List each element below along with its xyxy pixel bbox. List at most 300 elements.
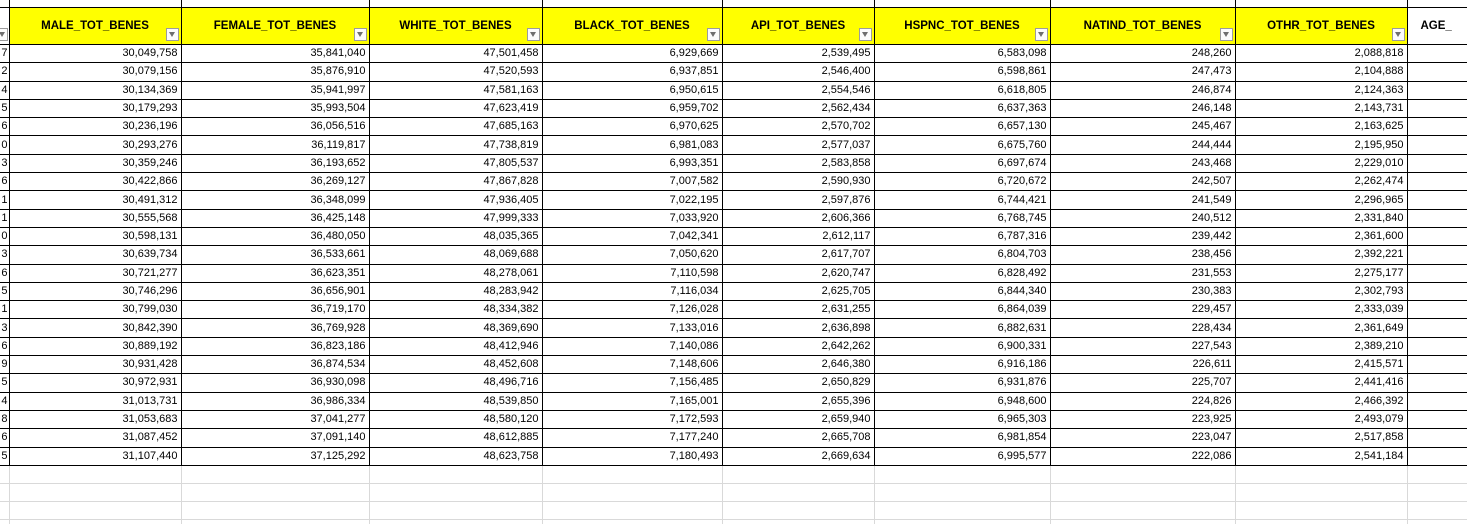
cell-age[interactable]	[1407, 282, 1467, 300]
column-header-black[interactable]	[542, 8, 722, 45]
cell-black[interactable]: 6,993,351	[542, 154, 722, 172]
column-header-hspnc[interactable]	[874, 8, 1050, 45]
cell-api[interactable]: 2,570,702	[722, 118, 874, 136]
cell-othr[interactable]: 2,361,649	[1235, 319, 1407, 337]
cell-male[interactable]: 30,236,196	[9, 118, 181, 136]
empty-cell[interactable]	[1050, 501, 1235, 519]
cell-female[interactable]: 36,119,817	[181, 136, 369, 154]
cell-hspnc[interactable]: 6,720,672	[874, 173, 1050, 191]
cell-natind[interactable]: 223,925	[1050, 410, 1235, 428]
cell-api[interactable]: 2,642,262	[722, 337, 874, 355]
cell-male[interactable]: 31,087,452	[9, 429, 181, 447]
cell-male[interactable]: 30,049,758	[9, 45, 181, 63]
cell-female[interactable]: 35,941,997	[181, 81, 369, 99]
cell-age[interactable]	[1407, 337, 1467, 355]
cell-natind[interactable]: 231,553	[1050, 264, 1235, 282]
cell-age[interactable]	[1407, 118, 1467, 136]
cell-hspnc[interactable]: 6,864,039	[874, 301, 1050, 319]
empty-cell[interactable]	[9, 465, 181, 483]
cell-white[interactable]: 47,520,593	[369, 63, 542, 81]
cell-hspnc[interactable]: 6,804,703	[874, 246, 1050, 264]
cell-api[interactable]: 2,665,708	[722, 429, 874, 447]
cell-natind[interactable]: 246,874	[1050, 81, 1235, 99]
cell-white[interactable]: 48,069,688	[369, 246, 542, 264]
cell-hspnc[interactable]: 6,657,130	[874, 118, 1050, 136]
cell-othr[interactable]: 2,302,793	[1235, 282, 1407, 300]
cell-female[interactable]: 36,719,170	[181, 301, 369, 319]
cell-api[interactable]: 2,617,707	[722, 246, 874, 264]
cell-left_clip[interactable]: 8	[0, 410, 9, 428]
cell-hspnc[interactable]: 6,882,631	[874, 319, 1050, 337]
cell-female[interactable]: 36,480,050	[181, 227, 369, 245]
cell-female[interactable]: 36,425,148	[181, 209, 369, 227]
cell-left_clip[interactable]: 0	[0, 227, 9, 245]
cell-othr[interactable]: 2,296,965	[1235, 191, 1407, 209]
cell-left_clip[interactable]: 7	[0, 45, 9, 63]
empty-cell[interactable]	[1235, 483, 1407, 501]
cell-black[interactable]: 6,959,702	[542, 99, 722, 117]
cell-api[interactable]: 2,646,380	[722, 356, 874, 374]
cell-api[interactable]: 2,612,117	[722, 227, 874, 245]
cell-api[interactable]: 2,562,434	[722, 99, 874, 117]
cell-left_clip[interactable]: 5	[0, 282, 9, 300]
column-header-male[interactable]	[9, 8, 181, 45]
cell-left_clip[interactable]: 3	[0, 246, 9, 264]
cell-api[interactable]: 2,539,495	[722, 45, 874, 63]
cell-age[interactable]	[1407, 301, 1467, 319]
cell-white[interactable]: 47,685,163	[369, 118, 542, 136]
filter-dropdown-button[interactable]	[527, 28, 540, 41]
cell-male[interactable]: 31,013,731	[9, 392, 181, 410]
column-header-white[interactable]	[369, 8, 542, 45]
empty-cell[interactable]	[181, 483, 369, 501]
cell-white[interactable]: 47,623,419	[369, 99, 542, 117]
empty-cell[interactable]	[369, 519, 542, 524]
cell-age[interactable]	[1407, 81, 1467, 99]
filter-dropdown-button[interactable]	[1392, 28, 1405, 41]
cell-male[interactable]: 30,639,734	[9, 246, 181, 264]
cell-othr[interactable]: 2,466,392	[1235, 392, 1407, 410]
cell-male[interactable]: 30,491,312	[9, 191, 181, 209]
column-header-natind[interactable]	[1050, 8, 1235, 45]
cell-black[interactable]: 6,929,669	[542, 45, 722, 63]
cell-natind[interactable]: 239,442	[1050, 227, 1235, 245]
cell-othr[interactable]: 2,331,840	[1235, 209, 1407, 227]
cell-male[interactable]: 31,107,440	[9, 447, 181, 465]
cell-api[interactable]: 2,606,366	[722, 209, 874, 227]
cell-othr[interactable]: 2,415,571	[1235, 356, 1407, 374]
cell-left_clip[interactable]: 6	[0, 264, 9, 282]
filter-dropdown-button[interactable]	[859, 28, 872, 41]
cell-hspnc[interactable]: 6,900,331	[874, 337, 1050, 355]
cell-left_clip[interactable]: 3	[0, 154, 9, 172]
cell-male[interactable]: 30,422,866	[9, 173, 181, 191]
cell-natind[interactable]: 222,086	[1050, 447, 1235, 465]
cell-black[interactable]: 7,180,493	[542, 447, 722, 465]
cell-hspnc[interactable]: 6,931,876	[874, 374, 1050, 392]
filter-dropdown-button[interactable]	[354, 28, 367, 41]
empty-cell[interactable]	[542, 483, 722, 501]
cell-white[interactable]: 48,283,942	[369, 282, 542, 300]
cell-left_clip[interactable]: 6	[0, 429, 9, 447]
cell-black[interactable]: 6,981,083	[542, 136, 722, 154]
cell-female[interactable]: 36,269,127	[181, 173, 369, 191]
empty-cell[interactable]	[369, 483, 542, 501]
empty-cell[interactable]	[369, 501, 542, 519]
cell-hspnc[interactable]: 6,916,186	[874, 356, 1050, 374]
cell-black[interactable]: 7,177,240	[542, 429, 722, 447]
column-header-age[interactable]	[1407, 8, 1467, 45]
cell-hspnc[interactable]: 6,744,421	[874, 191, 1050, 209]
cell-black[interactable]: 6,970,625	[542, 118, 722, 136]
cell-female[interactable]: 36,874,534	[181, 356, 369, 374]
cell-othr[interactable]: 2,333,039	[1235, 301, 1407, 319]
empty-cell[interactable]	[9, 519, 181, 524]
cell-white[interactable]: 48,035,365	[369, 227, 542, 245]
cell-api[interactable]: 2,631,255	[722, 301, 874, 319]
empty-cell[interactable]	[542, 501, 722, 519]
cell-othr[interactable]: 2,493,079	[1235, 410, 1407, 428]
cell-female[interactable]: 36,986,334	[181, 392, 369, 410]
cell-api[interactable]: 2,655,396	[722, 392, 874, 410]
cell-male[interactable]: 30,721,277	[9, 264, 181, 282]
empty-cell[interactable]	[722, 465, 874, 483]
cell-natind[interactable]: 248,260	[1050, 45, 1235, 63]
cell-female[interactable]: 36,656,901	[181, 282, 369, 300]
cell-hspnc[interactable]: 6,981,854	[874, 429, 1050, 447]
cell-left_clip[interactable]: 2	[0, 63, 9, 81]
cell-hspnc[interactable]: 6,948,600	[874, 392, 1050, 410]
cell-othr[interactable]: 2,143,731	[1235, 99, 1407, 117]
cell-natind[interactable]: 243,468	[1050, 154, 1235, 172]
clipped-cell[interactable]	[874, 0, 1050, 8]
filter-dropdown-button[interactable]	[1220, 28, 1233, 41]
cell-age[interactable]	[1407, 227, 1467, 245]
cell-othr[interactable]: 2,441,416	[1235, 374, 1407, 392]
clipped-cell[interactable]	[1235, 0, 1407, 8]
cell-female[interactable]: 35,993,504	[181, 99, 369, 117]
cell-male[interactable]: 30,293,276	[9, 136, 181, 154]
empty-cell[interactable]	[542, 519, 722, 524]
cell-black[interactable]: 7,050,620	[542, 246, 722, 264]
cell-black[interactable]: 7,110,598	[542, 264, 722, 282]
cell-male[interactable]: 31,053,683	[9, 410, 181, 428]
cell-left_clip[interactable]: 9	[0, 356, 9, 374]
cell-white[interactable]: 48,539,850	[369, 392, 542, 410]
empty-cell[interactable]	[1235, 465, 1407, 483]
cell-left_clip[interactable]: 4	[0, 392, 9, 410]
cell-api[interactable]: 2,583,858	[722, 154, 874, 172]
cell-api[interactable]: 2,625,705	[722, 282, 874, 300]
cell-black[interactable]: 6,950,615	[542, 81, 722, 99]
cell-white[interactable]: 48,496,716	[369, 374, 542, 392]
cell-othr[interactable]: 2,541,184	[1235, 447, 1407, 465]
empty-cell[interactable]	[1235, 519, 1407, 524]
cell-white[interactable]: 48,612,885	[369, 429, 542, 447]
cell-age[interactable]	[1407, 246, 1467, 264]
cell-white[interactable]: 48,278,061	[369, 264, 542, 282]
cell-hspnc[interactable]: 6,637,363	[874, 99, 1050, 117]
cell-hspnc[interactable]: 6,697,674	[874, 154, 1050, 172]
empty-cell[interactable]	[9, 483, 181, 501]
cell-api[interactable]: 2,590,930	[722, 173, 874, 191]
cell-black[interactable]: 7,140,086	[542, 337, 722, 355]
cell-age[interactable]	[1407, 392, 1467, 410]
empty-cell[interactable]	[1050, 519, 1235, 524]
empty-cell[interactable]	[0, 465, 9, 483]
cell-natind[interactable]: 238,456	[1050, 246, 1235, 264]
column-header-female[interactable]	[181, 8, 369, 45]
cell-age[interactable]	[1407, 191, 1467, 209]
cell-othr[interactable]: 2,392,221	[1235, 246, 1407, 264]
cell-white[interactable]: 48,452,608	[369, 356, 542, 374]
cell-othr[interactable]: 2,124,363	[1235, 81, 1407, 99]
clipped-cell[interactable]	[369, 0, 542, 8]
cell-hspnc[interactable]: 6,675,760	[874, 136, 1050, 154]
empty-cell[interactable]	[874, 519, 1050, 524]
clipped-cell[interactable]	[722, 0, 874, 8]
empty-cell[interactable]	[0, 483, 9, 501]
cell-female[interactable]: 35,876,910	[181, 63, 369, 81]
clipped-cell[interactable]	[542, 0, 722, 8]
cell-female[interactable]: 36,930,098	[181, 374, 369, 392]
empty-cell[interactable]	[874, 483, 1050, 501]
empty-cell[interactable]	[1407, 519, 1467, 524]
filter-dropdown-button[interactable]	[1035, 28, 1048, 41]
cell-hspnc[interactable]: 6,995,577	[874, 447, 1050, 465]
filter-dropdown-button[interactable]	[166, 28, 179, 41]
cell-male[interactable]: 30,079,156	[9, 63, 181, 81]
cell-othr[interactable]: 2,275,177	[1235, 264, 1407, 282]
cell-natind[interactable]: 246,148	[1050, 99, 1235, 117]
cell-hspnc[interactable]: 6,828,492	[874, 264, 1050, 282]
empty-cell[interactable]	[1050, 483, 1235, 501]
cell-white[interactable]: 48,369,690	[369, 319, 542, 337]
cell-left_clip[interactable]: 1	[0, 209, 9, 227]
empty-cell[interactable]	[722, 519, 874, 524]
cell-othr[interactable]: 2,195,950	[1235, 136, 1407, 154]
cell-white[interactable]: 48,334,382	[369, 301, 542, 319]
cell-othr[interactable]: 2,104,888	[1235, 63, 1407, 81]
cell-female[interactable]: 37,041,277	[181, 410, 369, 428]
cell-female[interactable]: 37,125,292	[181, 447, 369, 465]
cell-white[interactable]: 47,501,458	[369, 45, 542, 63]
cell-male[interactable]: 30,179,293	[9, 99, 181, 117]
empty-cell[interactable]	[1407, 501, 1467, 519]
cell-white[interactable]: 48,580,120	[369, 410, 542, 428]
cell-female[interactable]: 36,193,652	[181, 154, 369, 172]
cell-female[interactable]: 37,091,140	[181, 429, 369, 447]
cell-left_clip[interactable]: 6	[0, 173, 9, 191]
cell-api[interactable]: 2,577,037	[722, 136, 874, 154]
cell-hspnc[interactable]: 6,618,805	[874, 81, 1050, 99]
cell-natind[interactable]: 225,707	[1050, 374, 1235, 392]
cell-left_clip[interactable]: 0	[0, 136, 9, 154]
cell-female[interactable]: 36,823,186	[181, 337, 369, 355]
empty-cell[interactable]	[542, 465, 722, 483]
cell-left_clip[interactable]: 6	[0, 337, 9, 355]
cell-left_clip[interactable]: 5	[0, 374, 9, 392]
cell-age[interactable]	[1407, 173, 1467, 191]
cell-natind[interactable]: 227,543	[1050, 337, 1235, 355]
cell-black[interactable]: 7,042,341	[542, 227, 722, 245]
cell-female[interactable]: 36,769,928	[181, 319, 369, 337]
cell-othr[interactable]: 2,389,210	[1235, 337, 1407, 355]
cell-white[interactable]: 47,581,163	[369, 81, 542, 99]
cell-white[interactable]: 47,936,405	[369, 191, 542, 209]
cell-female[interactable]: 36,348,099	[181, 191, 369, 209]
cell-male[interactable]: 30,746,296	[9, 282, 181, 300]
cell-female[interactable]: 36,533,661	[181, 246, 369, 264]
cell-black[interactable]: 7,033,920	[542, 209, 722, 227]
cell-male[interactable]: 30,799,030	[9, 301, 181, 319]
cell-othr[interactable]: 2,163,625	[1235, 118, 1407, 136]
cell-male[interactable]: 30,555,568	[9, 209, 181, 227]
cell-white[interactable]: 48,412,946	[369, 337, 542, 355]
cell-age[interactable]	[1407, 410, 1467, 428]
cell-white[interactable]: 48,623,758	[369, 447, 542, 465]
cell-natind[interactable]: 226,611	[1050, 356, 1235, 374]
cell-natind[interactable]: 244,444	[1050, 136, 1235, 154]
cell-white[interactable]: 47,738,819	[369, 136, 542, 154]
cell-age[interactable]	[1407, 136, 1467, 154]
cell-api[interactable]: 2,554,546	[722, 81, 874, 99]
cell-natind[interactable]: 223,047	[1050, 429, 1235, 447]
cell-left_clip[interactable]: 5	[0, 447, 9, 465]
cell-black[interactable]: 7,165,001	[542, 392, 722, 410]
cell-age[interactable]	[1407, 45, 1467, 63]
cell-hspnc[interactable]: 6,787,316	[874, 227, 1050, 245]
cell-natind[interactable]: 224,826	[1050, 392, 1235, 410]
empty-cell[interactable]	[369, 465, 542, 483]
clipped-cell[interactable]	[181, 0, 369, 8]
cell-black[interactable]: 7,007,582	[542, 173, 722, 191]
empty-cell[interactable]	[722, 501, 874, 519]
cell-male[interactable]: 30,598,131	[9, 227, 181, 245]
filter-dropdown-button[interactable]	[0, 28, 8, 41]
cell-othr[interactable]: 2,229,010	[1235, 154, 1407, 172]
cell-natind[interactable]: 242,507	[1050, 173, 1235, 191]
cell-age[interactable]	[1407, 63, 1467, 81]
cell-white[interactable]: 47,867,828	[369, 173, 542, 191]
clipped-cell[interactable]	[1407, 0, 1467, 8]
column-header-clipped[interactable]	[0, 8, 9, 45]
clipped-cell[interactable]	[0, 0, 9, 8]
cell-black[interactable]: 7,172,593	[542, 410, 722, 428]
empty-cell[interactable]	[0, 519, 9, 524]
cell-api[interactable]: 2,669,634	[722, 447, 874, 465]
cell-age[interactable]	[1407, 374, 1467, 392]
cell-female[interactable]: 36,056,516	[181, 118, 369, 136]
cell-othr[interactable]: 2,361,600	[1235, 227, 1407, 245]
cell-natind[interactable]: 247,473	[1050, 63, 1235, 81]
cell-hspnc[interactable]: 6,965,303	[874, 410, 1050, 428]
cell-left_clip[interactable]: 6	[0, 118, 9, 136]
cell-black[interactable]: 7,116,034	[542, 282, 722, 300]
cell-hspnc[interactable]: 6,598,861	[874, 63, 1050, 81]
empty-cell[interactable]	[874, 465, 1050, 483]
cell-black[interactable]: 7,133,016	[542, 319, 722, 337]
cell-male[interactable]: 30,359,246	[9, 154, 181, 172]
cell-black[interactable]: 7,126,028	[542, 301, 722, 319]
cell-left_clip[interactable]: 1	[0, 301, 9, 319]
empty-cell[interactable]	[9, 501, 181, 519]
cell-male[interactable]: 30,972,931	[9, 374, 181, 392]
cell-hspnc[interactable]: 6,844,340	[874, 282, 1050, 300]
cell-natind[interactable]: 229,457	[1050, 301, 1235, 319]
cell-age[interactable]	[1407, 429, 1467, 447]
cell-hspnc[interactable]: 6,583,098	[874, 45, 1050, 63]
cell-natind[interactable]: 230,383	[1050, 282, 1235, 300]
cell-age[interactable]	[1407, 319, 1467, 337]
cell-male[interactable]: 30,889,192	[9, 337, 181, 355]
cell-left_clip[interactable]: 1	[0, 191, 9, 209]
cell-othr[interactable]: 2,517,858	[1235, 429, 1407, 447]
cell-api[interactable]: 2,620,747	[722, 264, 874, 282]
cell-black[interactable]: 6,937,851	[542, 63, 722, 81]
cell-female[interactable]: 35,841,040	[181, 45, 369, 63]
cell-natind[interactable]: 228,434	[1050, 319, 1235, 337]
cell-age[interactable]	[1407, 154, 1467, 172]
cell-left_clip[interactable]: 4	[0, 81, 9, 99]
empty-cell[interactable]	[874, 501, 1050, 519]
cell-age[interactable]	[1407, 209, 1467, 227]
cell-api[interactable]: 2,650,829	[722, 374, 874, 392]
cell-male[interactable]: 30,134,369	[9, 81, 181, 99]
cell-othr[interactable]: 2,262,474	[1235, 173, 1407, 191]
cell-api[interactable]: 2,659,940	[722, 410, 874, 428]
cell-othr[interactable]: 2,088,818	[1235, 45, 1407, 63]
empty-grid-row	[0, 483, 1467, 501]
clipped-cell[interactable]	[9, 0, 181, 8]
cell-natind[interactable]: 245,467	[1050, 118, 1235, 136]
clipped-cell[interactable]	[1050, 0, 1235, 8]
filter-dropdown-button[interactable]	[707, 28, 720, 41]
column-header-othr[interactable]	[1235, 8, 1407, 45]
cell-api[interactable]: 2,597,876	[722, 191, 874, 209]
empty-cell[interactable]	[1235, 501, 1407, 519]
cell-age[interactable]	[1407, 99, 1467, 117]
empty-cell[interactable]	[1407, 465, 1467, 483]
cell-black[interactable]: 7,156,485	[542, 374, 722, 392]
column-header-api[interactable]	[722, 8, 874, 45]
cell-age[interactable]	[1407, 356, 1467, 374]
empty-cell[interactable]	[0, 501, 9, 519]
cell-left_clip[interactable]: 3	[0, 319, 9, 337]
cell-age[interactable]	[1407, 264, 1467, 282]
cell-natind[interactable]: 241,549	[1050, 191, 1235, 209]
cell-api[interactable]: 2,546,400	[722, 63, 874, 81]
empty-cell[interactable]	[181, 501, 369, 519]
empty-cell[interactable]	[722, 483, 874, 501]
cell-black[interactable]: 7,148,606	[542, 356, 722, 374]
empty-cell[interactable]	[181, 519, 369, 524]
empty-cell[interactable]	[181, 465, 369, 483]
empty-cell[interactable]	[1407, 483, 1467, 501]
cell-male[interactable]: 30,842,390	[9, 319, 181, 337]
cell-white[interactable]: 47,999,333	[369, 209, 542, 227]
cell-natind[interactable]: 240,512	[1050, 209, 1235, 227]
empty-cell[interactable]	[1050, 465, 1235, 483]
cell-black[interactable]: 7,022,195	[542, 191, 722, 209]
cell-age[interactable]	[1407, 447, 1467, 465]
cell-white[interactable]: 47,805,537	[369, 154, 542, 172]
cell-left_clip[interactable]: 5	[0, 99, 9, 117]
cell-female[interactable]: 36,623,351	[181, 264, 369, 282]
cell-api[interactable]: 2,636,898	[722, 319, 874, 337]
cell-hspnc[interactable]: 6,768,745	[874, 209, 1050, 227]
cell-male[interactable]: 30,931,428	[9, 356, 181, 374]
